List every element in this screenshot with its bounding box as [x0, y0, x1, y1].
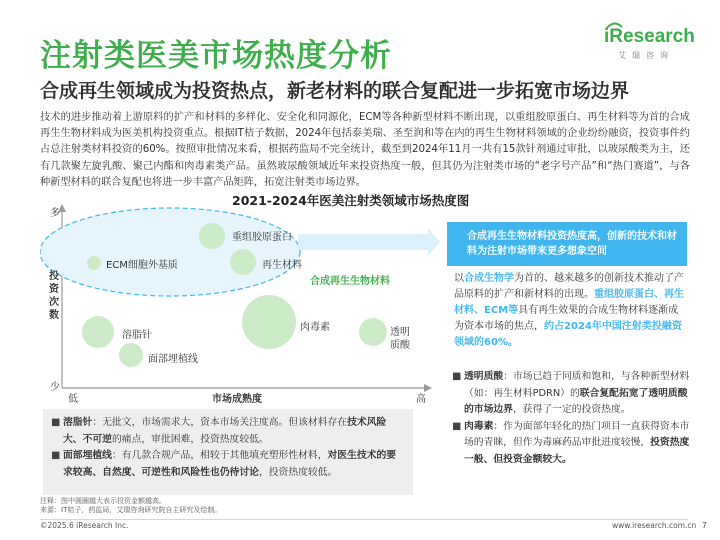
group-arrow — [298, 228, 440, 256]
insight-highlight-1: 合成生物学 — [464, 273, 514, 284]
note-line: 注释：图中圆圈越大表示投资金额越高。 — [40, 497, 166, 505]
bullet-hyaluronic-text: 透明质酸：市场已趋于同质和饱和，与各种新型材料（如：再生材料PDRN）的联合复配拓宽了透明质酸的市场边界，获得了一定的投资热度。 — [464, 371, 690, 415]
bubble-botox — [242, 295, 296, 349]
insight-text-3: 具有再生效果的合成生物材料逐渐成为资本市场的焦点， — [454, 305, 679, 332]
footer-url[interactable]: www.iresearch.com.cn — [612, 521, 697, 530]
page-subtitle: 合成再生领域成为投资热点，新老材料的联合复配进一步拓宽市场边界 — [40, 80, 630, 102]
y-axis-high: 多 — [50, 208, 60, 219]
insight-paragraph — [454, 271, 688, 351]
source-notes — [40, 497, 221, 515]
y-axis-label: 投资次数 — [49, 271, 59, 321]
bubble-lipolysis — [82, 316, 114, 348]
footer-divider — [40, 519, 688, 520]
label-recombinant-collagen: 重组胶原蛋白 — [232, 232, 292, 243]
label-ecm: ECM细胞外基质 — [106, 260, 178, 271]
label-lipolysis: 溶脂针 — [122, 330, 152, 341]
bubble-thread-lift — [119, 343, 143, 367]
iresearch-logo — [604, 20, 700, 60]
label-botox: 肉毒素 — [300, 322, 330, 333]
label-thread-lift: 面部埋植线 — [148, 354, 198, 365]
heat-map-chart — [40, 200, 440, 410]
bubble-recombinant-collagen — [199, 223, 225, 249]
bottom-right-notes — [452, 369, 692, 468]
bullet-dot: ■ — [452, 371, 462, 382]
bottom-left-notes — [43, 409, 413, 495]
chart-title: 2021-2024年医美注射类领域市场热度图 — [232, 193, 470, 208]
logo-cn-text: 艾瑞咨询 — [618, 51, 674, 60]
bubble-ecm — [87, 256, 101, 270]
bullet-hyaluronic — [452, 369, 692, 419]
bullet-dot: ■ — [51, 417, 61, 428]
insight-banner: 合成再生生物材料投资热度高，创新的技术和材料为注射市场带来更多想象空间 — [447, 222, 687, 266]
label-regenerative-material: 再生材料 — [262, 260, 302, 271]
bullet-botox — [452, 419, 692, 469]
bullet-dot: ■ — [51, 450, 61, 461]
label-hyaluronic-acid: 透明质酸 — [390, 327, 410, 351]
bullet-lipolysis-text: 溶脂针：无批文，市场需求大，资本市场关注度高。但该材料存在技术风险大、不可逆的痛点，审批困难，投资热度较低。 — [63, 417, 387, 445]
footer-copyright: ©2025.6 iResearch Inc. — [40, 521, 129, 530]
bullet-dot: ■ — [452, 420, 462, 432]
synthetic-regen-group-ellipse — [40, 208, 300, 296]
insight-highlight-2: 重组胶原蛋白、再生材料、ECM等 — [454, 289, 684, 316]
x-axis-high: 高 — [416, 394, 426, 405]
intro-paragraph: 技术的进步推动着上游原料的扩产和材料的多样化、安全化和同源化，ECM等各种新型材料不断出现，以重组胶原蛋白、再生材料等为首的合成再生生物材料成为医美机构投资重点。根据IT桔子数据，2024年包括泰美瑞、圣至润和等在内的再生生物材料领域的企业纷纷融资，投资事件约占总注射类材料投资的60%。按照审批情况来看，根据药监局不完全统计，截至到2024年11月一共有15款针剂通过审批，以玻尿酸类为主，还有几款聚左旋乳酸、聚己内酯和肉毒素类产品。虽然玻尿酸领域近年来投资热度一般，但其仍为注射类市场的“老字号产品”和“热门赛道”，与各种新型材料的联合复配也将进一步丰富产品矩阵，拓宽注射类市场边界。 — [40, 112, 690, 188]
y-axis-low: 少 — [50, 382, 60, 393]
logo-text: iResearch — [604, 26, 695, 47]
insight-highlight-3: 约占2024年中国注射类投融资领域的60%。 — [454, 321, 682, 348]
bubble-hyaluronic-acid — [359, 318, 387, 346]
bullet-thread-lift — [51, 448, 405, 481]
x-axis-low: 低 — [68, 394, 78, 405]
x-axis-label: 市场成熟度 — [212, 394, 262, 405]
page-title: 注射类医美市场热度分析 — [40, 38, 392, 74]
bullet-thread-lift-text: 面部埋植线：有几款合规产品，相较于其他填充塑形性材料，对医生技术的要求较高、自然度、可逆性和风险性也仍待讨论，投资热度较低。 — [63, 450, 397, 478]
insight-text-2: 为首的、越来越多的创新技术推动了产品原料的扩产和新材料的出现。 — [454, 273, 684, 300]
label-group-synthetic: 合成再生生物材料 — [310, 276, 390, 287]
bullet-lipolysis — [51, 415, 405, 448]
source-line: 来源：IT桔子，药监局，艾瑞咨询研究院自主研究及绘制。 — [40, 506, 222, 514]
bubble-regenerative-material — [230, 249, 256, 275]
insight-text-1: 以 — [454, 273, 464, 284]
bullet-botox-text: 肉毒素：作为面部年轻化的热门项目一直获得资本市场的青睐，但作为毒麻药品审批进度较慢，投资热度一般、但投资金额较大。 — [464, 420, 690, 465]
page-number: 7 — [702, 521, 707, 530]
